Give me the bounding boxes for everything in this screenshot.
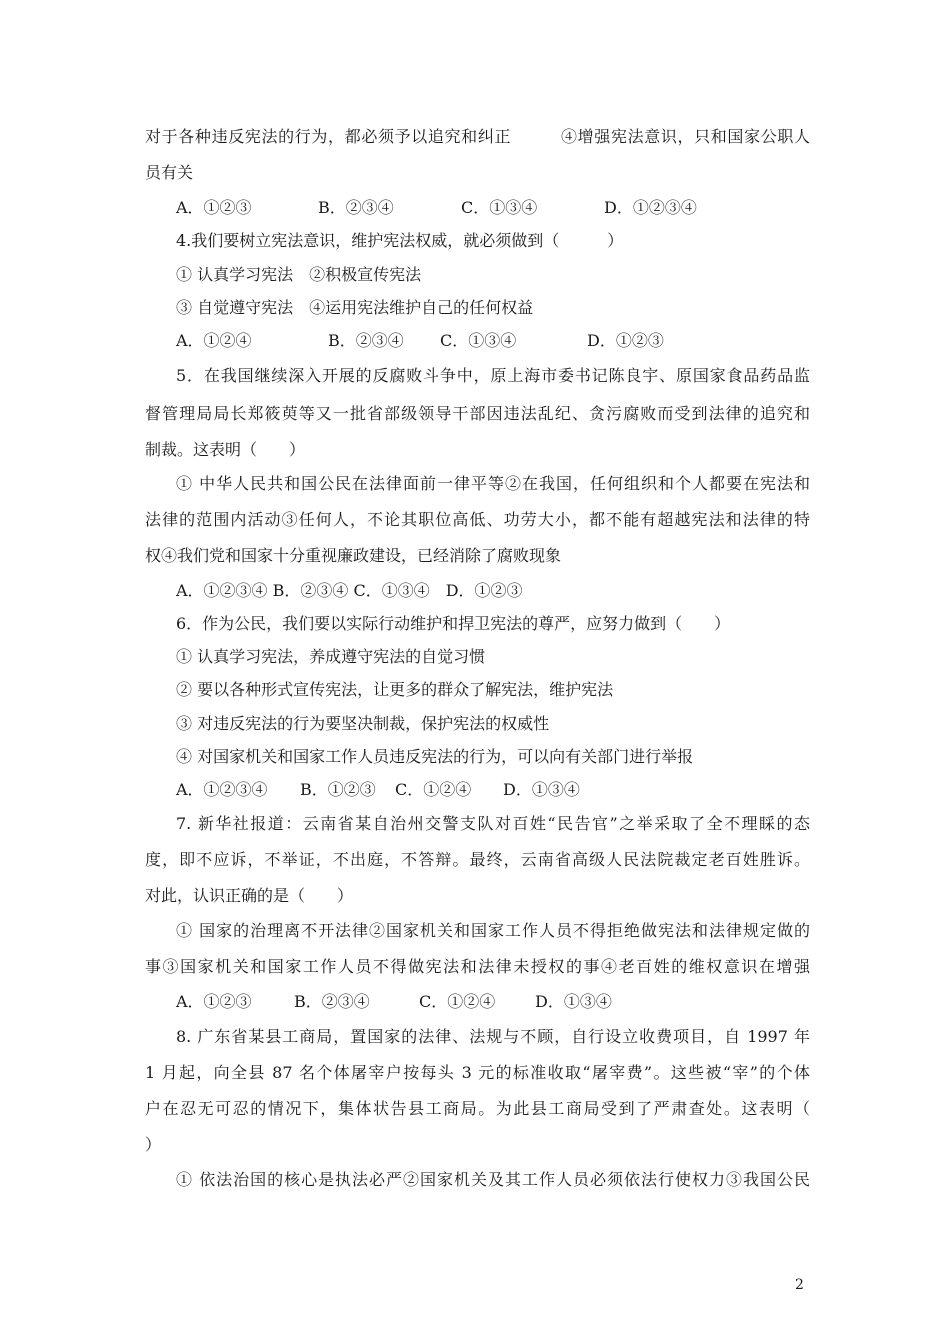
option-a: A．①②③ (176, 992, 252, 1011)
text-line: ① 国家的治理离不开法律②国家机关和国家工作人员不得拒绝做宪法和法律规定做的 (176, 921, 810, 940)
text-line: ① 认真学习宪法，养成遵守宪法的自觉习惯 (176, 647, 486, 666)
text-line: 户在忍无可忍的情况下，集体状告县工商局。为此县工商局受到了严肃查处。这表明（ (145, 1099, 810, 1118)
option-c: C．①②④ (419, 992, 496, 1011)
option-c: C．①②④ (395, 780, 472, 799)
text-line: 度，即不应诉，不举证，不出庭，不答辩。最终，云南省高级人民法院裁定老百姓胜诉。 (145, 850, 810, 869)
text-line: ① 中华人民共和国公民在法律面前一律平等②在我国，任何组织和个人都要在宪法和 (176, 474, 810, 493)
text-line: ② 要以各种形式宣传宪法，让更多的群众了解宪法，维护宪法 (176, 680, 614, 699)
question-7: 7. 新华社报道：云南省某自治州交警支队对百姓“民告官”之举采取了全不理睬的态 (176, 814, 810, 833)
question-5: 5．在我国继续深入开展的反腐败斗争中，原上海市委书记陈良宇、原国家食品药品监 (176, 366, 810, 385)
question-8: 8. 广东省某县工商局，置国家的法律、法规与不顾，自行设立收费项目，自 1997 年 (176, 1027, 810, 1046)
option-d: D．①②③④ (604, 198, 697, 217)
text-line: 员有关 (145, 163, 194, 182)
question-4: 4.我们要树立宪法意识，维护宪法权威，就必须做到（ ） (176, 231, 624, 250)
text-line: 法律的范围内活动③任何人，不论其职位高低、功劳大小，都不能有超越宪法和法律的特 (145, 510, 810, 529)
text-line: 对于各种违反宪法的行为，都必须予以追究和纠正 ④增强宪法意识，只和国家公职人 (145, 127, 810, 146)
option-b: B．②③④ (318, 198, 394, 217)
text-line: 事③国家机关和国家工作人员不得做宪法和法律未授权的事④老百姓的维权意识在增强 (145, 957, 810, 976)
text-line: ① 依法治国的核心是执法必严②国家机关及其工作人员必须依法行使权力③我国公民 (176, 1170, 810, 1189)
option-d: D．①③④ (503, 780, 580, 799)
page-number: 2 (795, 1277, 804, 1293)
text-line: ④ 对国家机关和国家工作人员违反宪法的行为，可以向有关部门进行举报 (176, 747, 694, 766)
answer-options-q5: A．①②③④ B．②③④ C．①③④ D．①②③ (176, 581, 523, 600)
text-line: ① 认真学习宪法 ②积极宣传宪法 (176, 265, 422, 284)
option-d: D．①③④ (535, 992, 612, 1011)
option-b: B．②③④ (294, 992, 370, 1011)
option-c: C．①③④ (461, 198, 538, 217)
option-a: A．①②④ (176, 331, 252, 350)
text-line: ） (145, 1135, 162, 1154)
text-line: 制裁。这表明（ ） (145, 440, 306, 459)
option-a: A．①②③ (176, 198, 252, 217)
text-line: 对此，认识正确的是（ ） (145, 886, 354, 905)
text-line: ③ 对违反宪法的行为要坚决制裁，保护宪法的权威性 (176, 714, 550, 733)
question-6: 6．作为公民，我们要以实际行动维护和捍卫宪法的尊严，应努力做到（ ） (176, 614, 731, 633)
text-line: 1 月起，向全县 87 名个体屠宰户按每头 3 元的标准收取“屠宰费”。这些被“宰”的个体 (145, 1063, 810, 1082)
text-line: 督管理局局长郑筱萸等又一批省部级领导干部因违法乱纪、贪污腐败而受到法律的追究和 (145, 404, 810, 423)
text-line: ③ 自觉遵守宪法 ④运用宪法维护自己的任何权益 (176, 298, 534, 317)
option-c: C．①③④ (440, 331, 517, 350)
text-line: 权④我们党和国家十分重视廉政建设，已经消除了腐败现象 (145, 546, 562, 565)
option-d: D．①②③ (587, 331, 664, 350)
option-b: B．①②③ (300, 780, 376, 799)
option-b: B．②③④ (328, 331, 404, 350)
option-a: A．①②③④ (176, 780, 268, 799)
